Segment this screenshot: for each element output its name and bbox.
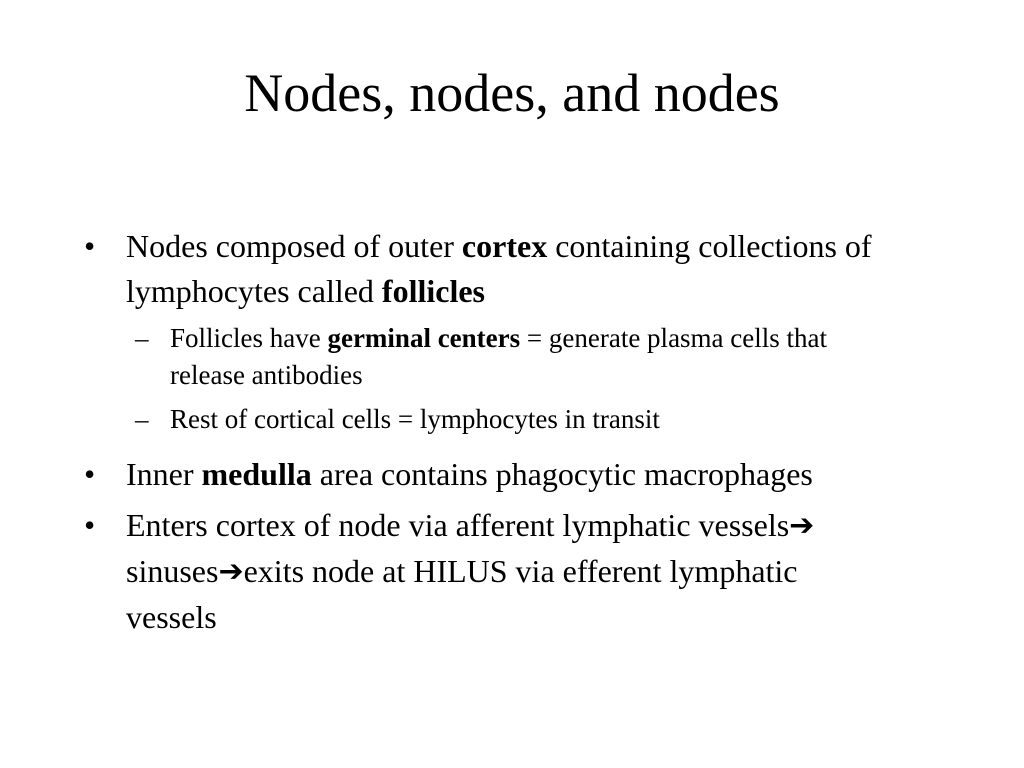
sub-item-cortical-cells (84, 401, 884, 438)
bullet-text: sinuses (126, 553, 219, 589)
bullet-text: Nodes composed of outer (126, 228, 462, 264)
bold-term-medulla: medulla (201, 456, 312, 492)
bold-term-follicles: follicles (381, 273, 485, 309)
sub-item-text: Rest of cortical cells = lymphocytes in transit (170, 404, 660, 434)
sub-item-text: = generate plasma cells that release antibodies (170, 323, 828, 390)
slide-body (84, 224, 884, 646)
bullet-icon: • (84, 456, 96, 492)
bullet-icon: • (84, 228, 96, 264)
dash-icon: – (135, 404, 149, 434)
right-arrow-icon: ➔ (789, 508, 815, 543)
bullet-text: Enters cortex of node via afferent lymphatic vessels (126, 507, 790, 543)
slide-title: Nodes, nodes, and nodes (244, 63, 780, 123)
bullet-item-lymph-flow (84, 503, 884, 640)
bullet-text: Inner (126, 456, 202, 492)
sub-item-germinal-centers (84, 320, 884, 394)
bullet-text: exits node at HILUS via efferent lymphatic vessels (126, 553, 798, 635)
bullet-icon: • (84, 507, 96, 543)
dash-icon: – (135, 323, 149, 353)
bold-term-germinal-centers: germinal centers (327, 323, 521, 353)
sub-item-text: Follicles have (170, 323, 328, 353)
bullet-text: containing collections of lymphocytes called (126, 228, 872, 309)
bullet-item-cortex (84, 224, 884, 314)
bullet-item-medulla (84, 452, 884, 497)
bullet-text: area contains phagocytic macrophages (311, 456, 813, 492)
bold-term-cortex: cortex (461, 228, 548, 264)
right-arrow-icon: ➔ (218, 554, 244, 589)
